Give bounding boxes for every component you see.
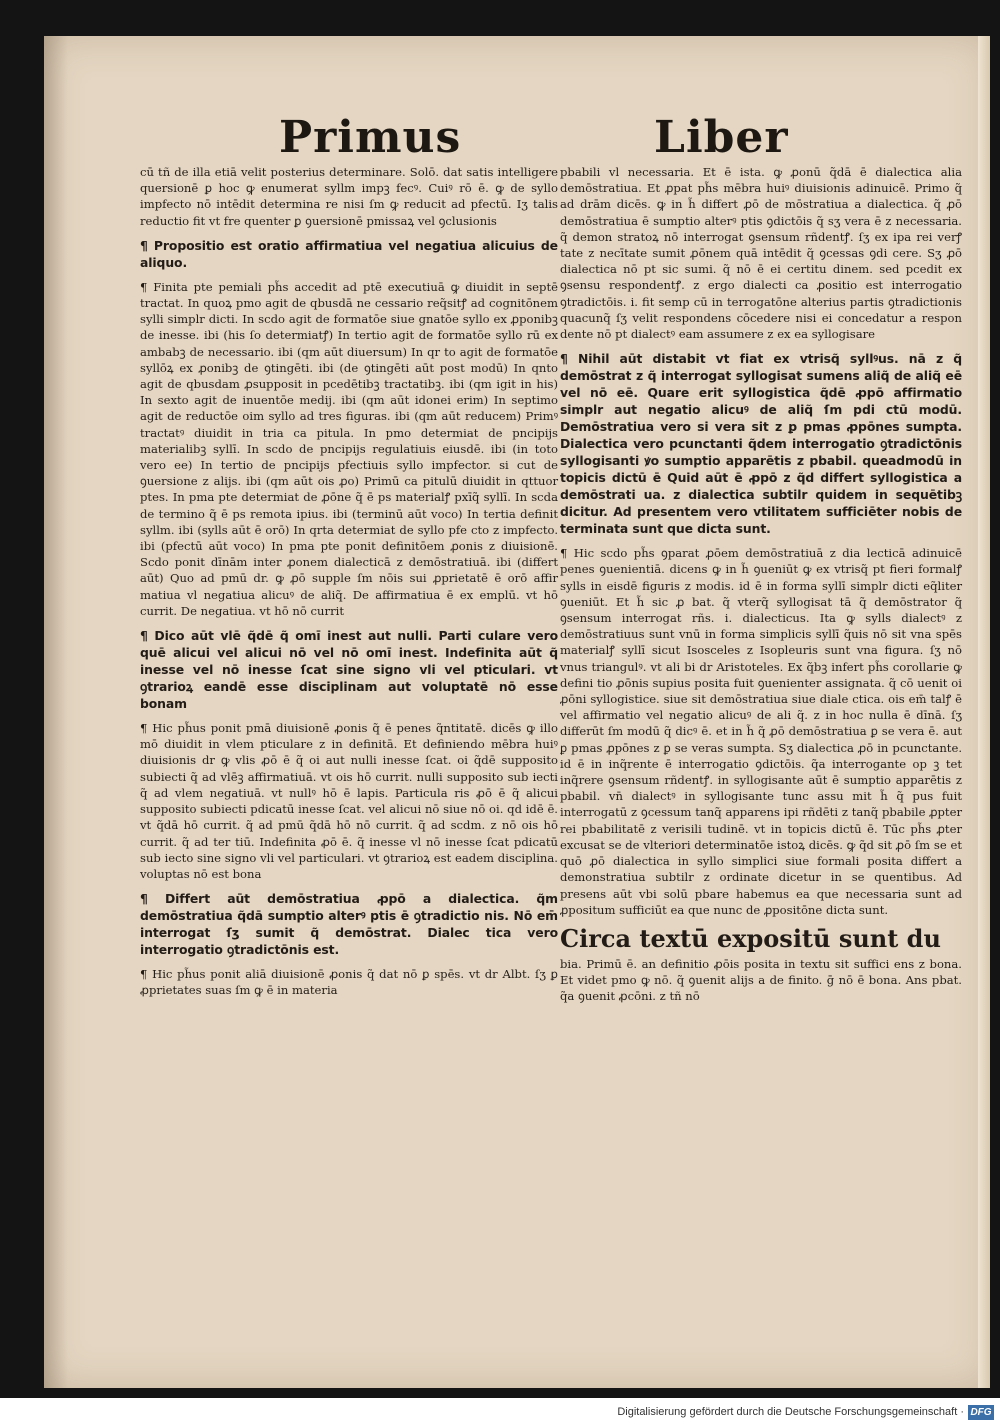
right-paragraph-2: ¶ Hic scdo ph̃s ꝯparat ꝓōem demōstratiuā z dia lecticā adinuicē penes ꝯuenientiā. dicens ꝙ in h̃ ꝯueniūt ꝙ ex vtrisq̃ pt fieri formalꝭ sylls in eisdē figuris z modis. id ē in forma syllī simplr dicti eq̃liter ꝯueniūt. Et h̃ sic ꝓ bat. q̃ vterq̃ syllogisat tā q̃ demōstrator q̃ ꝯsensum interrogat rñs. i. dialecticus. Ita ꝙ sylls dialectꝰ z demōstratiuus sunt vnū in forma simplicis syllī q̃uis nō sit vna spēs materialꝭ syllī sicut Isosceles z Isopleuris sunt vna figura. ſʒ nō vnus triangulꝰ. vt ali bi dr Aristoteles. Ex q̃bꝫ infert ph̃s corollarie ꝙ defini tio ꝓōnis supius posita fuit ꝯuenienter assignata. q̃ cō uenit oi ꝓōni syllogistice. siue sit demōstratiua siue diale ctica. ois em̄ talꝭ ē vel affirmatio vel negatio alicuꝰ de ali q̃. z in hoc nulla ē dīnā. ſʒ differūt ſm modū q̃ dicꝰ ē. et in h̃ q̃ ꝓō demōstratiua ꝑ se vera ē. aut ꝑ pmas ꝓpōnes z ꝑ se veras sumpta. Sʒ dialectica ꝓō in pcunctante. id ē in inq̃rente ē interrogatio ꝯdictōis. q̃a interrogante op ꝫ tet inq̃rere ꝯsensum rñdentꝭ. in syllogisante aūt ē sumptio apparētis z pbabil. vn̄ dialectꝰ in syllogisante tunc assu mit h̃ q̃ pus fuit interrogatū z ꝯcessum tanq̃ apparens ipi rñdēti z tanq̃ pbabile ꝓpter rei pbabilitatē z verisili tudinē. vt in topicis dictū ē. Tūc ph̃s ꝓter excusat se de vlteriori determinatōe istoꝝ dicēs. ꝙ q̃d sit ꝓō ſm se et quō ꝓō dialectica in syllo simplici siue formali posita differt a demonstratiua subtilr z ordinate dicetur in se quentibus. Ad presens aūt vbi solū pbare habemus ea que necessaria sunt ad ꝓpositum sufficiūt ea que nunc de ꝓpositōne dicta sunt.: [560, 546, 962, 917]
page-edge: [978, 36, 990, 1388]
section-heading: Circa textū expositū sunt du: [560, 923, 941, 953]
book-page: [44, 36, 990, 1388]
left-paragraph-4: ¶ Hic ph̃us ponit aliā diuisionē ꝓonis q̃ dat nō ꝑ spēs. vt dr Albt. ſʒ ꝑ ꝓprietates suas ſm ꝙ ē in materia: [140, 967, 558, 998]
left-lemma-1: ¶ Propositio est oratio affirmatiua vel negatiua alicuius de aliquo.: [140, 237, 558, 270]
digitization-footer: [0, 1398, 1000, 1428]
funding-credit: Digitalisierung gefördert durch die Deutsche Forschungsgemeinschaft ·: [617, 1406, 964, 1418]
running-head-right: Liber: [654, 112, 789, 163]
text-column-right: [560, 164, 962, 1013]
right-paragraph-1: pbabili vl necessaria. Et ē ista. ꝙ ꝓonū q̃dā ē dialectica alia demōstratiua. Et ꝓpat ph̃s mēbra huiꝰ diuisionis adinuicē. Primo q̃ ad drām dicēs. ꝙ in h̃ differt ꝓō de mōstratiua a dialectica. q̃ ꝓō demōstratiua ē sumptio alterꝰ ptis ꝯdictōis q̃ sʒ vera ē z necessaria. q̃ demon stratoꝝ nō interrogat ꝯsensum rñdentꝭ. ſʒ ex ipa rei verꝭ tate z necītate sumit ꝓōnem quā intēdit q̃ ꝯcessas ꝯdi cere. Sʒ ꝓō dialectica nō pt sic sumi. q̃ nō ē ei certitu dinem. sed pcedit ex ꝯsensu respondentꝭ. z ergo dialecti ca ꝓositio est interrogatio ꝯtradictōis. i. fit semp cū in terrogatōne alterius partis ꝯtradictionis quacunq̃ ſʒ velit respondens cōcedere nisi ei concedatur a respon dente nō pt dialectꝰ eam assumere z ex ea syllogisare: [560, 165, 962, 342]
text-column-left: [140, 164, 558, 1007]
left-lemma-3: ¶ Differt aūt demōstratiua ꝓpō a dialectica. q̃m demōstratiua q̃dā sumptio alterꝰ ptis ē ꝯtradictio nis. Nō em̄ interrogat ſʒ sumit q̃ demōstrat. Dialec tica vero interrogatio ꝯtradictōnis est.: [140, 891, 558, 958]
left-lemma-2: ¶ Dico aūt vlē q̃dē q̃ omī inest aut nulli. Parti culare vero quē alicui vel alicui nō vel nō omī inest. Indefinita aūt q̃ inesse vel nō inesse ſcat sine signo vli vel pticulari. vt ꝯtrarioꝝ eandē esse disciplinam aut voluptatē nō esse bonam: [140, 628, 558, 712]
right-lemma-1: ¶ Nihil aūt distabit vt fiat ex vtrisq̃ syllꝰus. nā z q̃ demōstrat z q̃ interrogat syllogisat sumens aliq̃ de aliq̃ eē vel nō eē. Quare erit syllogistica q̃dē ꝓpō affirmatio simplr aut negatio alicuꝰ de aliq̃ ſm pdi ctū modū. Demōstratiua vero si vera sit z ꝑ pmas ꝓpōnes sumpta. Dialectica vero pcunctanti q̃dem interrogatio ꝯtradictōnis syllogisanti ꝟo sumptio apparētis z pbabil. queadmodū in topicis dictū ē Quid aūt ē ꝓpō z q̃d differt syllogistica a demōstrati ua. z dialectica subtilr quidem in sequētibꝫ dicitur. Ad presentem vero vtilitatem sufficiēter nobis de terminata sunt que dicta sunt.: [560, 351, 962, 537]
right-paragraph-3: bia. Primū ē. an definitio ꝓōis posita in textu sit suffici ens z bona. Et videt pmo ꝙ nō. q̃ ꝯuenit alijs a de finito. ḡ nō ē bona. Ans pbat. q̃a ꝯuenit ꝓcōni. z tñ nō: [560, 956, 962, 1004]
left-paragraph-2: ¶ Finita pte pemiali ph̃s accedit ad ptē executiuā ꝙ diuidit in septē tractat. In quoꝝ pmo agit de qbusdā ne cessario req̃sitꝭ ad cognitōnem sylli simplr dicti. In scdo agit de formatōe siue gnatōe syllo ex ꝓponibꝫ de inesse. ibi (his ſo determiatꝭ) In tertio agit de formatōe syllo rū ex ambabꝫ de necessario. ibi (qm aūt diuersum) In qr to agit de formatōe syllōꝝ ex ꝓonibꝫ de ꝯtingēti. ibi (de ꝯtingēti aūt post modū) In qnto agit de qbusdam ꝓsupposit in pcedētibꝫ tractatibꝫ. ibi (qm igit in his) In sexto agit de inuentōe medij. ibi (qm aūt idonei erim) In septimo agit de reductōe oim syllo ad tres figuras. ibi (qm aūt reducem) Primꝰ tractatꝰ diuidit in tria ca pitula. In pmo determiat de pncipijs materialibꝫ syllī. In scdo de pncipijs regulatiuis eiusdē. ibi (in toto vero ee) In tertio de pncipijs pfectiuis syllo impfector. si cut de ꝯuersione z alijs. ibi (qm aūt ois ꝓo) Primū ca pitulū diuidit in qttuor ptes. In pma pte determiat de ꝓōne q̃ ē ps materialꝭ pxīq̃ syllī. In scda de termino q̃ ē ps remota ipius. ibi (terminū aūt voco) In tertia definit syllm. ibi (sylls aūt ē orō) In qrta determiat de syllo pfe cto z impfecto. ibi (pfectū aūt voco) In pma pte ponit definitōem ꝓonis z diuisionē. Scdo ponit dīnām inter ꝓonem dialecticā z demōstratiuā. ibi (differt aūt) Quo ad pmū dr. ꝙ ꝓō supple ſm nōis sui ꝓprietatē ē orō affir matiua vl negatiua alicuꝰ de aliq̃. De affirmatiua ē ex emplū. vt hō currit. De negatiua. vt hō nō currit: [140, 279, 558, 618]
running-head-left: Primus: [279, 112, 462, 163]
left-paragraph-3: ¶ Hic ph̃us ponit pmā diuisionē ꝓonis q̃ ē penes q̃ntitatē. dicēs ꝙ illo mō diuidit in vlem pticulare z in definitā. Et definiendo mēbra huiꝰ diuisionis dr ꝙ vlis ꝓō ē q̃ oi aut nulli inesse ſcat. oi q̃dē supposito subiecti q̃ ad vlēꝫ affirmatiuā. vt ois hō currit. nulli supposito sub iecti q̃ ad vlem negatiuā. vt nullꝰ hō ē lapis. Particula ris ꝓō ē q̃ alicui supposito subiecti pdicatū inesse ſcat. vel alicui nō siue nō oi. qd idē ē. vt q̃dā hō currit. q̃ ad pmū q̃dā hō nō currit. q̃ ad scdm. z nō ois hō currit. q̃ ad ter tiū. Indefinita ꝓō ē. q̃ inesse vl nō inesse ſcat pdicatū sub iecto sine signo vli vel particulari. vt ꝯtrarioꝝ est eadem disciplina. voluptas nō est bona: [140, 721, 558, 881]
left-paragraph-1: cū tñ de illa etiā velit posterius determinare. Solō. dat satis intelligere quersionē ꝑ hoc ꝙ enumerat syllm impꝫ fecꝰ. Cuiꝰ rō ē. ꝙ de syllo impfecto nō intēdit determina re nisi ſm ꝙ reducit ad pfectū. Iʒ talis reductio fit vt fre quenter ꝑ ꝯuersionē pmissaꝝ vel ꝯclusionis: [140, 165, 558, 228]
dfg-logo-icon: DFG: [968, 1405, 994, 1420]
